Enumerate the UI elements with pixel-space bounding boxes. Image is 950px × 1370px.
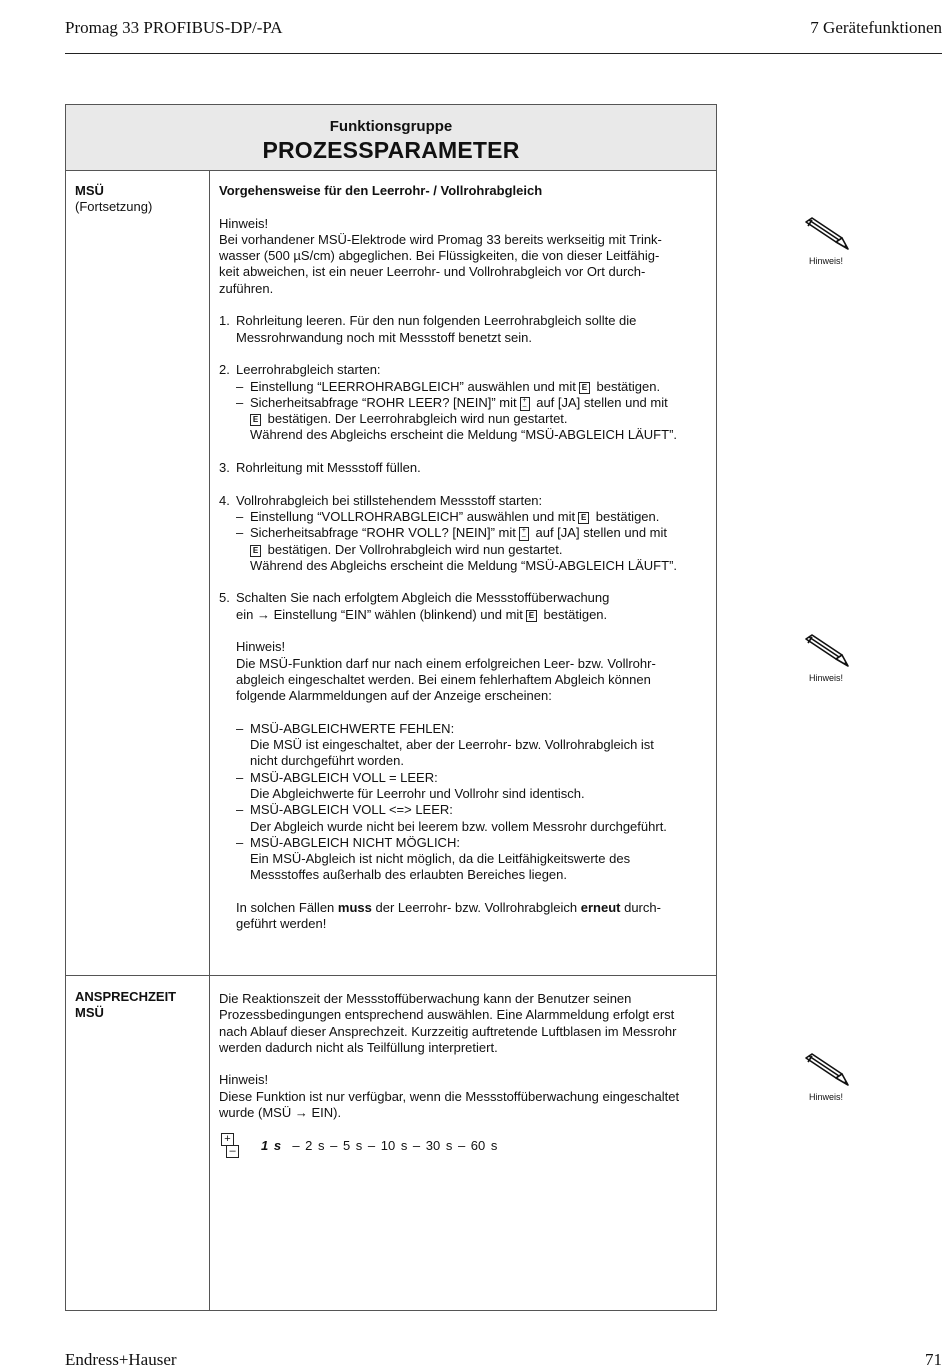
- group-label: Funktionsgruppe: [329, 118, 453, 135]
- dash-marker: –: [236, 508, 244, 524]
- step-1: [219, 313, 711, 346]
- procedure-heading: Vorgehensweise für den Leerrohr- / Vollrohrabgleich: [219, 183, 543, 198]
- step-text: Rohrleitung leeren. Für den nun folgenden Leerrohrabgleich sollte die: [236, 313, 637, 329]
- dash-marker: –: [236, 802, 244, 818]
- alarm-item: [219, 770, 711, 803]
- alarm-text: nicht durchgeführt worden.: [250, 753, 404, 769]
- pencil-icon: [802, 216, 850, 254]
- margin-note-label: Hinweis!: [808, 1092, 843, 1102]
- substep-text: auf [JA] stellen und mit: [536, 394, 668, 410]
- emphasis: muss: [337, 900, 372, 916]
- step-title: Vollrohrabgleich bei stillstehendem Messstoff starten:: [236, 492, 543, 508]
- substep-text: Einstellung “LEERROHRABGLEICH” auswählen und mit: [250, 378, 576, 394]
- running-header-left: Promag 33 PROFIBUS-DP/-PA: [65, 18, 283, 37]
- text-part: In solchen Fällen: [236, 900, 335, 916]
- text-part: durch-: [624, 900, 661, 916]
- row1-sublabel: (Fortsetzung): [75, 199, 153, 215]
- text-part: EIN).: [311, 1105, 342, 1121]
- step-number: 2.: [219, 362, 230, 378]
- step-number: 1.: [219, 313, 230, 329]
- footer-brand: Endress+Hauser: [65, 1350, 177, 1369]
- enter-key-icon: E: [578, 512, 589, 524]
- arrow-icon: →: [256, 606, 270, 622]
- final-remark-line: geführt werden!: [236, 916, 327, 932]
- text-part: der Leerrohr- bzw. Vollrohrabgleich: [375, 900, 578, 916]
- step-2-substep-a: [219, 379, 711, 395]
- running-header-right: 7 Gerätefunktionen: [810, 18, 942, 37]
- option-list: [261, 1138, 497, 1154]
- alarm-title: MSÜ-ABGLEICH NICHT MÖGLICH:: [250, 834, 460, 850]
- step-2: [219, 362, 711, 378]
- alarm-text: Der Abgleich wurde nicht bei leerem bzw. vollem Messrohr durchgeführt.: [250, 818, 667, 834]
- option-selector: [219, 1133, 711, 1159]
- margin-note: [800, 216, 852, 266]
- emphasis: erneut: [580, 900, 621, 916]
- step-text-part: bestätigen.: [543, 606, 608, 622]
- final-remark: [219, 900, 711, 933]
- page-number: 71: [925, 1350, 942, 1369]
- step-text: [236, 607, 711, 623]
- plus-minus-key-icon: + –: [520, 397, 530, 411]
- column-divider: [209, 171, 210, 1310]
- margin-note: [800, 633, 852, 683]
- enter-key-icon: E: [579, 382, 590, 394]
- enter-key-icon: E: [250, 545, 261, 557]
- alarm-title: MSÜ-ABGLEICHWERTE FEHLEN:: [250, 720, 455, 736]
- substep-text: bestätigen. Der Vollrohrabgleich wird nun gestartet.: [267, 541, 563, 557]
- dash-marker: –: [236, 525, 244, 541]
- function-group-table: [65, 104, 717, 1311]
- other-options: – 2 s – 5 s – 10 s – 30 s – 60 s: [292, 1138, 498, 1154]
- margin-note: [800, 1052, 852, 1102]
- description-line: nach Ablauf dieser Ansprechzeit. Kurzzeitig auftretende Luftblasen im Messrohr: [219, 1023, 677, 1039]
- dash-marker: –: [236, 834, 244, 850]
- step-number: 3.: [219, 460, 230, 476]
- margin-note-label: Hinweis!: [808, 256, 843, 266]
- description-line: Die Reaktionszeit der Messstoffüberwachung kann der Benutzer seinen: [219, 991, 632, 1006]
- step-4: [219, 493, 711, 509]
- substep-text: bestätigen.: [596, 378, 661, 394]
- row2-content-cell: [219, 991, 711, 1159]
- row2-label: MSÜ: [75, 1005, 104, 1021]
- row-divider: [66, 975, 716, 976]
- plus-minus-key-icon: + –: [519, 527, 529, 541]
- step-4-substep-b-cont: [219, 542, 711, 558]
- substep-text: bestätigen.: [595, 508, 660, 524]
- note-line: Die MSÜ-Funktion darf nur nach einem erfolgreichen Leer- bzw. Vollrohr-: [236, 655, 656, 671]
- substep-text: Während des Abgleichs erscheint die Meldung “MSÜ-ABGLEICH LÄUFT”.: [250, 427, 678, 443]
- row2-label: ANSPRECHZEIT: [75, 989, 177, 1004]
- pencil-icon: [802, 1052, 850, 1090]
- alarm-title: MSÜ-ABGLEICH VOLL <=> LEER:: [250, 802, 453, 818]
- alarm-item: [219, 721, 711, 770]
- dash-marker: –: [236, 720, 244, 736]
- alarm-title: MSÜ-ABGLEICH VOLL = LEER:: [250, 769, 438, 785]
- step-text: Schalten Sie nach erfolgtem Abgleich die Messstoffüberwachung: [236, 590, 610, 606]
- final-remark-line: [236, 900, 711, 916]
- step-2-substep-b: [219, 395, 711, 411]
- step-5-note: [219, 639, 711, 704]
- step-text: Rohrleitung mit Messstoff füllen.: [236, 460, 421, 476]
- dash-marker: –: [236, 769, 244, 785]
- description-line: Prozessbedingungen entsprechend auswählen. Eine Alarmmeldung erfolgt erst: [219, 1007, 675, 1023]
- step-number: 5.: [219, 590, 230, 606]
- substep-text: Während des Abgleichs erscheint die Meldung “MSÜ-ABGLEICH LÄUFT”.: [250, 557, 678, 573]
- row1-label-cell: [75, 183, 152, 216]
- pencil-icon: [802, 633, 850, 671]
- alarm-text: Ein MSÜ-Abgleich ist nicht möglich, da die Leitfähigkeitswerte des: [250, 851, 631, 867]
- group-name: PROZESSPARAMETER: [262, 137, 520, 163]
- default-option: 1 s: [261, 1138, 282, 1154]
- step-2-substep-b-cont: [219, 411, 711, 427]
- enter-key-icon: E: [250, 414, 261, 426]
- alarm-text: Die MSÜ ist eingeschaltet, aber der Leerrohr- bzw. Vollrohrabgleich ist: [250, 737, 654, 753]
- note-label: Hinweis!: [219, 215, 269, 231]
- dash-marker: –: [236, 394, 244, 410]
- step-text: Messrohrwandung noch mit Messstoff benetzt sein.: [236, 329, 533, 345]
- note-line: wasser (500 µS/cm) abgeglichen. Bei Flüssigkeiten, die von dieser Leitfähig-: [219, 248, 660, 264]
- step-title: Leerrohrabgleich starten:: [236, 362, 381, 378]
- substep-text: Sicherheitsabfrage “ROHR VOLL? [NEIN]” mit: [250, 525, 516, 541]
- alarm-item: [219, 835, 711, 884]
- description-line: werden dadurch nicht als Teilfüllung interpretiert.: [219, 1039, 498, 1055]
- row2-label-cell: [75, 989, 176, 1022]
- note-line: [219, 1105, 711, 1121]
- note-label: Hinweis!: [219, 1072, 269, 1088]
- step-number: 4.: [219, 492, 230, 508]
- step-4-substep-b: [219, 525, 711, 541]
- minus-key: –: [226, 1145, 239, 1158]
- plus-key: +: [221, 1133, 234, 1146]
- substep-text: Sicherheitsabfrage “ROHR LEER? [NEIN]” mit: [250, 394, 517, 410]
- step-5: [219, 590, 711, 623]
- note-line: zuführen.: [219, 280, 274, 296]
- row1-label: MSÜ: [75, 183, 104, 198]
- step-text-part: Einstellung “EIN” wählen (blinkend) und mit: [273, 606, 523, 622]
- note-line: folgende Alarmmeldungen auf der Anzeige erscheinen:: [236, 688, 552, 704]
- arrow-icon: →: [294, 1105, 308, 1121]
- step-3: [219, 460, 711, 476]
- text-part: wurde (MSÜ: [219, 1105, 292, 1121]
- alarm-text: Die Abgleichwerte für Leerrohr und Vollrohr sind identisch.: [250, 785, 585, 801]
- alarm-item: [219, 802, 711, 835]
- step-text-part: ein: [236, 606, 254, 622]
- plus-minus-key-icon: [221, 1133, 237, 1159]
- note-label: Hinweis!: [236, 639, 286, 655]
- enter-key-icon: E: [526, 610, 537, 622]
- row1-content-cell: [219, 183, 711, 933]
- substep-text: bestätigen. Der Leerrohrabgleich wird nun gestartet.: [267, 411, 568, 427]
- substep-text: Einstellung “VOLLROHRABGLEICH” auswählen und mit: [250, 508, 576, 524]
- header-rule: [65, 53, 942, 54]
- table-header: [66, 105, 716, 171]
- note-line: abgleich eingeschaltet werden. Bei einem fehlerhaftem Abgleich können: [236, 671, 651, 687]
- note-line: Diese Funktion ist nur verfügbar, wenn die Messstoffüberwachung eingeschaltet: [219, 1088, 680, 1104]
- note-line: keit abweichen, ist ein neuer Leerrohr- und Vollrohrabgleich vor Ort durch-: [219, 264, 646, 280]
- alarm-text: Messstoffes außerhalb des erlaubten Bereiches liegen.: [250, 867, 568, 883]
- dash-marker: –: [236, 378, 244, 394]
- substep-text: auf [JA] stellen und mit: [535, 525, 668, 541]
- step-4-substep-a: [219, 509, 711, 525]
- note-line: Bei vorhandener MSÜ-Elektrode wird Promag 33 bereits werkseitig mit Trink-: [219, 231, 662, 247]
- margin-note-label: Hinweis!: [808, 673, 843, 683]
